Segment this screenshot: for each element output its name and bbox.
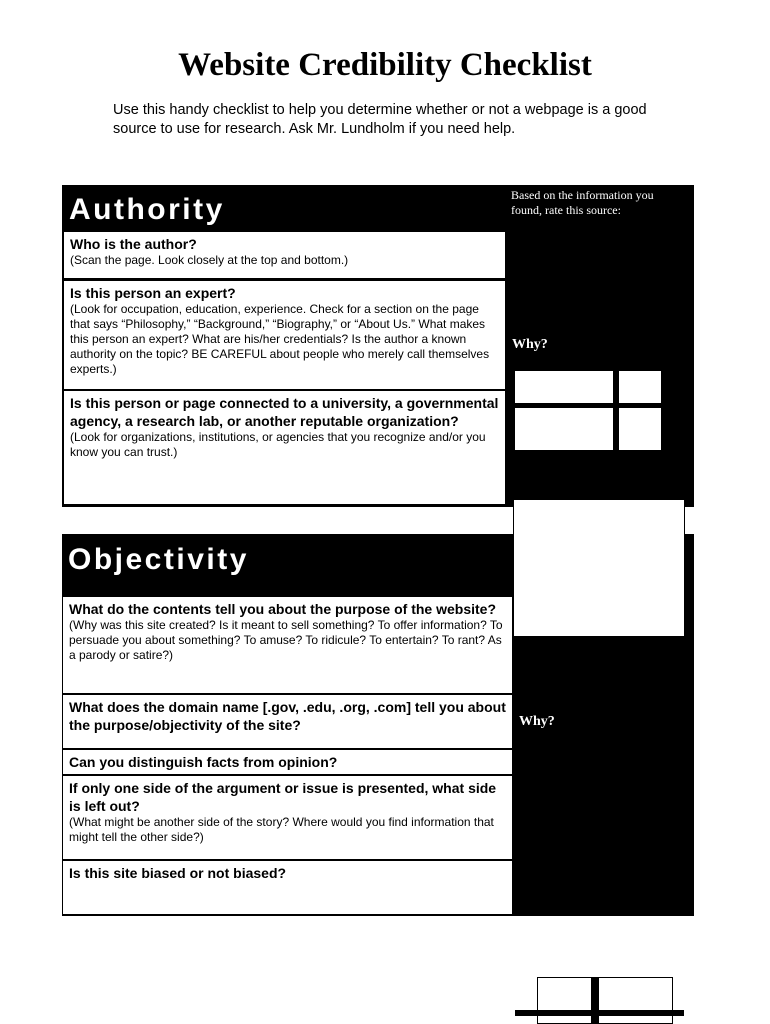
question-hint: (Look for occupation, education, experience. Check for a section on the page that says “Philosophy,” “Background,” “Biography,” or “About Us.” What makes this person an expert? What are his/her credentials? Is the author a known authority on the topic? BE CAREFUL about people who merely call themselves experts.) xyxy=(70,302,490,376)
authority-rate-prompt: Based on the information you found, rate this source: xyxy=(511,188,654,217)
objectivity-header: Objectivity xyxy=(68,543,249,576)
question-title: Is this person an expert? xyxy=(70,285,236,301)
objectivity-question-domain[interactable] xyxy=(63,695,512,748)
bottom-grid-divider xyxy=(592,977,598,1024)
page-title: Website Credibility Checklist xyxy=(178,47,592,83)
question-title: What does the domain name [.gov, .edu, .org, .com] tell you about the purpose/objectivity of the site? xyxy=(69,699,506,733)
objectivity-question-facts[interactable] xyxy=(63,750,512,774)
question-title: Who is the author? xyxy=(70,236,197,252)
bottom-rating-box-2[interactable] xyxy=(598,977,673,1024)
objectivity-question-purpose[interactable] xyxy=(63,597,512,693)
question-title: Is this site biased or not biased? xyxy=(69,865,287,881)
question-hint: (Scan the page. Look closely at the top and bottom.) xyxy=(70,253,349,267)
objectivity-question-one-side[interactable] xyxy=(63,776,512,859)
intro-text: Use this handy checklist to help you determine whether or not a webpage is a good source to use for research. Ask Mr. Lundholm if you need help. xyxy=(113,102,647,137)
rating-box-3[interactable] xyxy=(515,408,613,450)
authority-why-label: Why? xyxy=(512,337,548,352)
rating-box-4[interactable] xyxy=(619,408,661,450)
objectivity-question-biased[interactable] xyxy=(63,861,512,914)
question-title: Is this person or page connected to a university, a governmental agency, a research lab, or another reputable organization? xyxy=(70,395,499,429)
bottom-grid-rule xyxy=(515,1010,684,1016)
question-title: If only one side of the argument or issue is presented, what side is left out? xyxy=(69,780,497,814)
question-title: Can you distinguish facts from opinion? xyxy=(69,754,338,770)
question-hint: (What might be another side of the story? Where would you find information that might tell the other side?) xyxy=(69,815,494,844)
question-title: What do the contents tell you about the purpose of the website? xyxy=(69,601,497,617)
question-hint: (Why was this site created? Is it meant to sell something? To offer information? To persuade you about something? To amuse? To ridicule? To entertain? To rant? As a parody or satire?) xyxy=(69,618,503,662)
bottom-rating-box-1[interactable] xyxy=(537,977,592,1024)
objectivity-why-label: Why? xyxy=(519,714,555,729)
authority-question-organization[interactable] xyxy=(64,391,505,504)
authority-question-author[interactable] xyxy=(64,232,505,278)
question-hint: (Look for organizations, institutions, or agencies that you recognize and/or you know you can trust.) xyxy=(70,430,486,459)
rating-box-1[interactable] xyxy=(515,371,613,403)
authority-question-expert[interactable] xyxy=(64,281,505,389)
rating-box-2[interactable] xyxy=(619,371,661,403)
objectivity-rating-field[interactable] xyxy=(514,500,684,636)
authority-header: Authority xyxy=(69,193,225,226)
